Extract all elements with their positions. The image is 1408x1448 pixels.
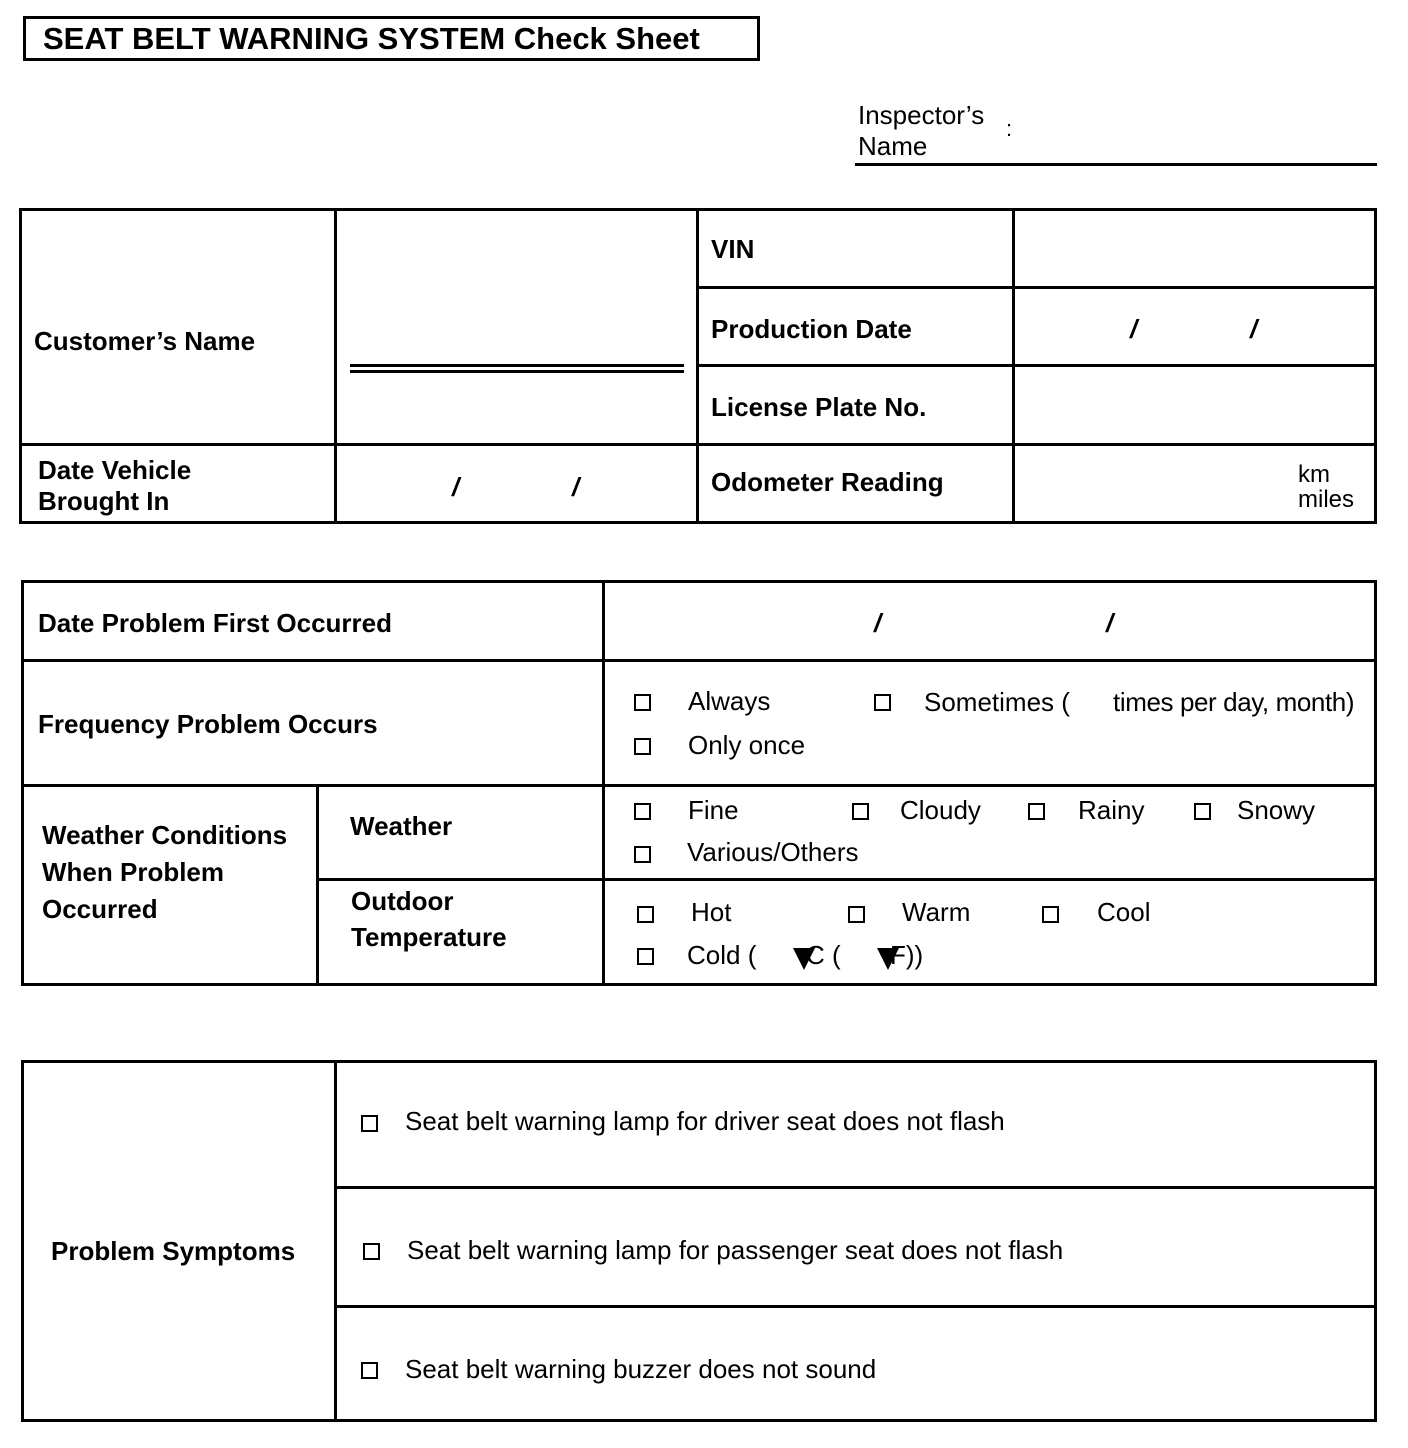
symptom-item: Seat belt warning lamp for driver seat does not flash <box>405 1106 1005 1136</box>
option-rainy-label: Rainy <box>1078 795 1145 825</box>
odometer-label: Odometer Reading <box>711 467 944 497</box>
date-first-slash: / <box>874 608 882 638</box>
vin-field[interactable] <box>1018 214 1370 282</box>
weather-conditions-label-line1: Weather Conditions <box>42 820 288 850</box>
symptom-item: Seat belt warning lamp for passenger seat does not flash <box>407 1235 1064 1265</box>
date-brought-slash: / <box>572 472 580 502</box>
odometer-miles-unit: miles <box>1298 486 1355 513</box>
date-brought-label-line1: Date Vehicle <box>38 455 192 485</box>
date-first-slash: / <box>1106 608 1114 638</box>
option-always-label: Always <box>688 686 771 716</box>
option-sometimes-times-label: times per day, month) <box>1113 687 1355 717</box>
odometer-km-unit: km <box>1298 461 1330 488</box>
checkbox-hot[interactable] <box>637 906 654 923</box>
production-date-slash: / <box>1250 314 1258 344</box>
option-only-once-label: Only once <box>688 730 806 760</box>
option-cool-label: Cool <box>1097 897 1151 927</box>
vin-label: VIN <box>711 234 755 264</box>
option-cold-label: Cold ( <box>687 940 757 970</box>
checkbox-fine[interactable] <box>634 803 651 820</box>
inspector-name-label <box>858 100 984 162</box>
date-brought-label-line2: Brought In <box>38 486 170 516</box>
inspector-label-line2: Name <box>858 131 928 161</box>
weather-conditions-label-line3: Occurred <box>42 894 158 924</box>
option-fine-label: Fine <box>688 795 739 825</box>
inspector-label-line1: Inspector’s <box>858 100 985 130</box>
inspector-colon: : <box>1006 116 1013 141</box>
date-first-occurred-label: Date Problem First Occurred <box>38 608 392 638</box>
inspector-name-field[interactable] <box>855 163 1377 166</box>
weather-label: Weather <box>350 811 453 841</box>
celsius-unit: C ( <box>806 940 841 970</box>
option-various-others-label: Various/Others <box>687 837 859 867</box>
checkbox-sometimes[interactable] <box>874 694 891 711</box>
license-plate-field[interactable] <box>1018 370 1370 440</box>
checkbox-symptom-driver-lamp[interactable] <box>361 1115 378 1132</box>
checkbox-symptom-passenger-lamp[interactable] <box>363 1243 380 1260</box>
frequency-label: Frequency Problem Occurs <box>38 709 378 739</box>
option-cloudy-label: Cloudy <box>900 795 981 825</box>
page-title: SEAT BELT WARNING SYSTEM Check Sheet <box>23 16 760 61</box>
checkbox-only-once[interactable] <box>634 738 651 755</box>
weather-conditions-label-line2: When Problem <box>42 857 225 887</box>
outdoor-temperature-label-line1: Outdoor <box>351 886 454 916</box>
symptom-item: Seat belt warning buzzer does not sound <box>405 1354 877 1384</box>
problem-symptoms-label: Problem Symptoms <box>51 1236 296 1266</box>
option-sometimes-label: Sometimes ( <box>924 687 1070 717</box>
production-date-slash: / <box>1130 314 1138 344</box>
checkbox-various-others[interactable] <box>634 846 651 863</box>
checkbox-snowy[interactable] <box>1194 803 1211 820</box>
option-hot-label: Hot <box>691 897 732 927</box>
checkbox-cool[interactable] <box>1042 906 1059 923</box>
option-snowy-label: Snowy <box>1237 795 1316 825</box>
checkbox-cloudy[interactable] <box>852 803 869 820</box>
date-brought-slash: / <box>452 472 460 502</box>
customer-name-label: Customer’s Name <box>34 326 256 356</box>
customer-name-field[interactable] <box>340 290 690 370</box>
checkbox-rainy[interactable] <box>1028 803 1045 820</box>
production-date-label: Production Date <box>711 314 912 344</box>
checkbox-symptom-buzzer[interactable] <box>361 1362 378 1379</box>
license-plate-label: License Plate No. <box>711 392 927 422</box>
outdoor-temperature-label-line2: Temperature <box>351 922 507 952</box>
checkbox-always[interactable] <box>634 694 651 711</box>
checkbox-warm[interactable] <box>848 906 865 923</box>
fahrenheit-unit: F)) <box>890 940 924 970</box>
option-warm-label: Warm <box>902 897 971 927</box>
checkbox-cold[interactable] <box>637 948 654 965</box>
